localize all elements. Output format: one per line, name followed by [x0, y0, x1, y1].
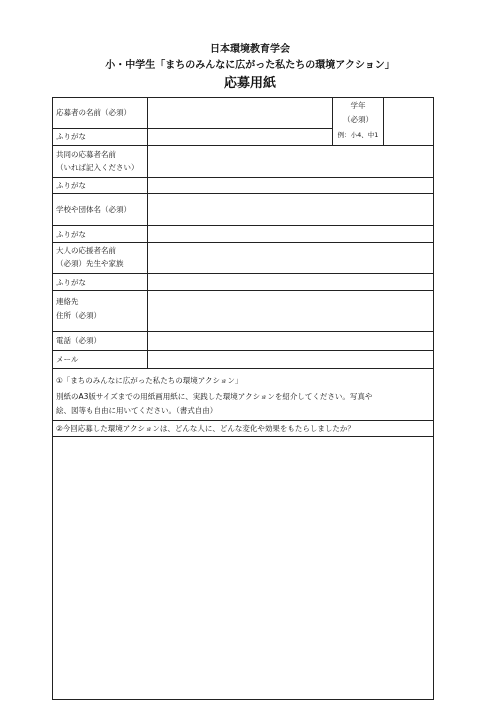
page-title: 応募用紙 — [223, 76, 276, 91]
supporter-note: （必須）先生や家族 — [56, 259, 124, 268]
supporter-furigana-field[interactable] — [149, 275, 432, 289]
supporter-label: 大人の応援者名前 — [56, 246, 116, 255]
question-1-description-line-2: 絵、図等も自由に用いてください。（書式自由） — [56, 406, 218, 415]
co-applicant-field[interactable] — [149, 147, 432, 176]
grade-required-label: （必須） — [343, 115, 373, 124]
co-applicant-furigana-field[interactable] — [149, 179, 432, 192]
email-field[interactable] — [149, 352, 432, 367]
address-label: 住所（必須） — [56, 311, 101, 320]
supporter-furigana-label: ふりがな — [56, 278, 86, 287]
school-furigana-label: ふりがな — [56, 230, 86, 239]
applicant-name-label: 応募者の名前（必須） — [56, 108, 131, 117]
grade-field[interactable] — [385, 99, 432, 144]
contact-label: 連絡先 — [56, 297, 79, 306]
applicant-furigana-field[interactable] — [149, 130, 331, 144]
co-applicant-furigana-label: ふりがな — [56, 181, 86, 190]
school-name-field[interactable] — [149, 195, 432, 224]
row-divider — [52, 242, 434, 243]
email-label: メール — [56, 355, 79, 364]
form-subtitle: 小・中学生「まちのみんなに広がった私たちの環境アクション」 — [105, 60, 395, 71]
row-divider — [52, 420, 434, 421]
grade-value-divider — [383, 97, 384, 145]
row-divider — [52, 177, 434, 178]
applicant-furigana-label: ふりがな — [56, 132, 86, 141]
school-name-label: 学校や団体名（必須） — [56, 205, 131, 214]
grade-example: 例：小4、中1 — [337, 131, 379, 139]
supporter-field[interactable] — [149, 244, 432, 272]
row-divider — [52, 331, 434, 332]
question-2-answer-area[interactable] — [54, 438, 432, 698]
address-field[interactable] — [149, 292, 432, 330]
row-divider — [52, 145, 434, 146]
applicant-name-field[interactable] — [149, 99, 331, 127]
co-applicant-label: 共同の応募者名前 — [56, 150, 116, 159]
question-1-description-line-1: 別紙のA3版サイズまでの用紙画用紙に、実践した環境アクションを紹介してください。写真や — [56, 392, 373, 401]
phone-label: 電話（必須） — [56, 336, 101, 345]
organization-name: 日本環境教育学会 — [210, 44, 290, 55]
row-divider — [52, 350, 434, 351]
row-divider — [52, 436, 434, 437]
row-divider — [52, 368, 434, 369]
question-2-title: ②今回応募した環境アクションは、どんな人に、どんな変化や効果をもたらしましたか？ — [56, 424, 355, 433]
label-column-divider — [147, 97, 148, 368]
row-divider — [52, 193, 434, 194]
row-divider — [52, 290, 434, 291]
row-divider — [52, 273, 434, 274]
co-applicant-note: （いれば記入ください） — [56, 163, 139, 172]
school-furigana-field[interactable] — [149, 227, 432, 241]
grade-label: 学年 — [350, 101, 366, 110]
question-1-title: ①「まちのみんなに広がった私たちの環境アクション」 — [56, 376, 243, 385]
phone-field[interactable] — [149, 333, 432, 349]
row-divider — [52, 225, 434, 226]
row-divider — [52, 128, 333, 129]
